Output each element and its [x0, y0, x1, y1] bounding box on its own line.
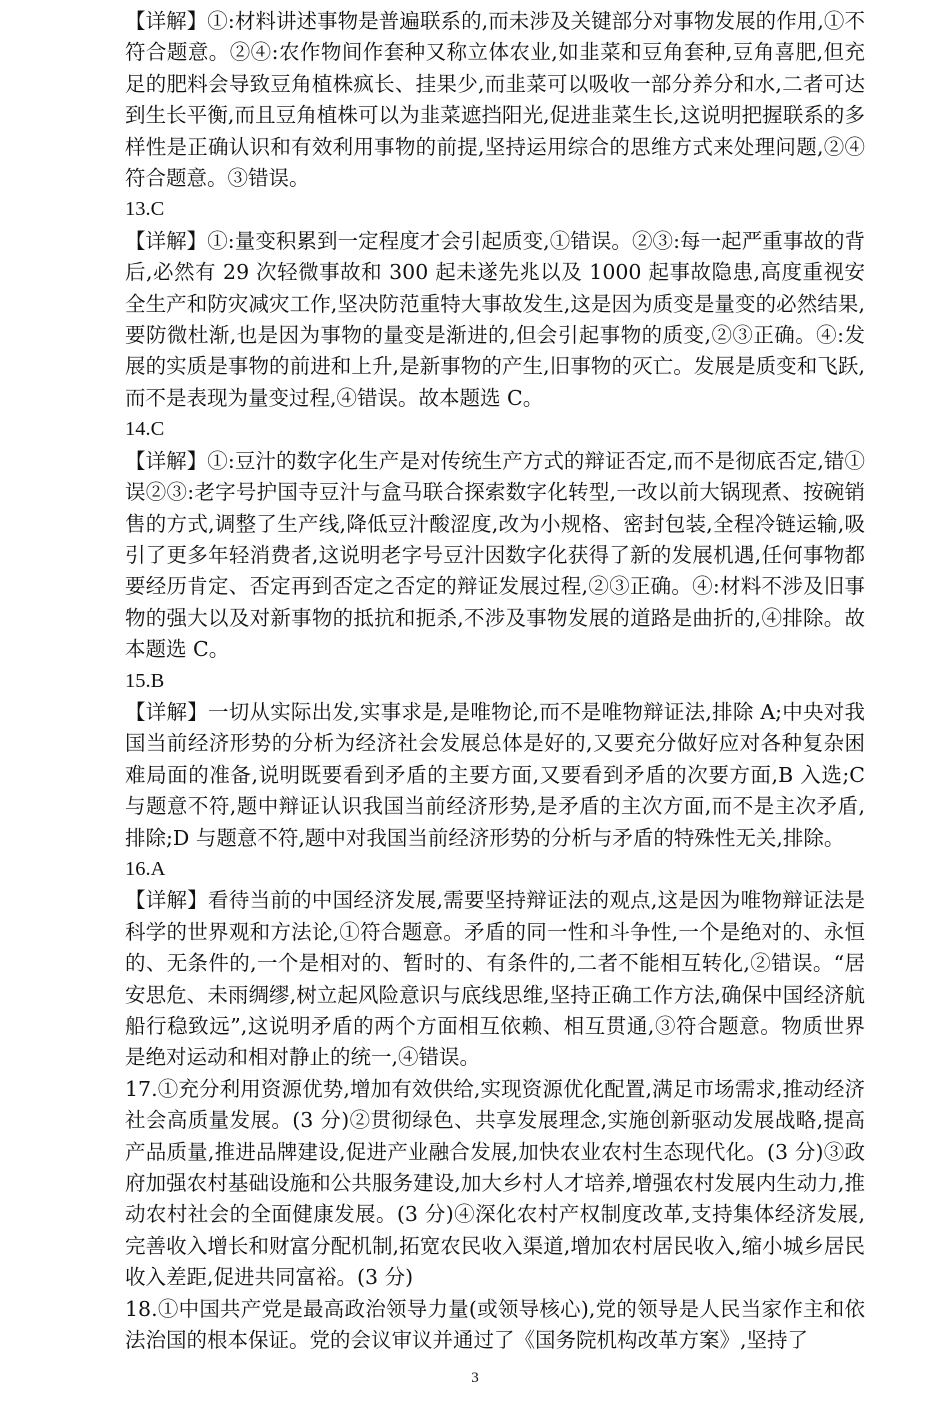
answer-key: 13.C	[125, 198, 165, 221]
answer-key: 15.B	[125, 669, 165, 692]
document-body	[125, 6, 865, 1356]
explanation-paragraph: 【详解】①:豆汁的数字化生产是对传统生产方式的辩证否定,而不是彻底否定,错①误②③:老字号护国寺豆汁与盒马联合探索数字化转型,一改以前大锅现煮、按碗销售的方式,调整了生产线,降低豆汁酸涩度,改为小规格、密封包装,全程冷链运输,吸引了更多年轻消费者,这说明老字号豆汁因数字化获得了新的发展机遇,任何事物都要经历肯定、否定再到否定之否定的辩证发展过程,②③正确。④:材料不涉及旧事物的强大以及对新事物的抵抗和扼杀,不涉及事物发展的道路是曲折的,④排除。故本题选 C。	[125, 448, 865, 662]
explanation-paragraph: 17.①充分利用资源优势,增加有效供给,实现资源优化配置,满足市场需求,推动经济社会高质量发展。(3 分)②贯彻绿色、共享发展理念,实施创新驱动发展战略,提高产品质量,推进品牌建设,促进产业融合发展,加快农业农村生态现代化。(3 分)③政府加强农村基础设施和公共服务建设,加大乡村人才培养,增强农村发展内生动力,推动农村社会的全面健康发展。(3 分)④深化农村产权制度改革,支持集体经济发展,完善收入增长和财富分配机制,拓宽农民收入渠道,增加农村居民收入,缩小城乡居民收入差距,促进共同富裕。(3 分)	[125, 1076, 865, 1290]
explanation-paragraph: 18.①中国共产党是最高政治领导力量(或领导核心),党的领导是人民当家作主和依法治国的根本保证。党的会议审议并通过了《国务院机构改革方案》,坚持了	[125, 1296, 865, 1353]
answer-key: 16.A	[125, 857, 166, 880]
explanation-paragraph: 【详解】①:材料讲述事物是普遍联系的,而未涉及关键部分对事物发展的作用,①不符合题意。②④:农作物间作套种又称立体农业,如韭菜和豆角套种,豆角喜肥,但充足的肥料会导致豆角植株疯长、挂果少,而韭菜可以吸收一部分养分和水,二者可达到生长平衡,而且豆角植株可以为韭菜遮挡阳光,促进韭菜生长,这说明把握联系的多样性是正确认识和有效利用事物的前提,坚持运用综合的思维方式来处理问题,②④符合题意。③错误。	[125, 9, 865, 191]
explanation-paragraph: 【详解】一切从实际出发,实事求是,是唯物论,而不是唯物辩证法,排除 A;中央对我国当前经济形势的分析为经济社会发展总体是好的,又要充分做好应对各种复杂困难局面的准备,说明既要看到矛盾的主要方面,又要看到矛盾的次要方面,B 入选;C 与题意不符,题中辩证认识我国当前经济形势,是矛盾的主次方面,而不是主次矛盾,排除;D 与题意不符,题中对我国当前经济形势的分析与矛盾的特殊性无关,排除。	[125, 699, 865, 850]
explanation-paragraph: 【详解】①:量变积累到一定程度才会引起质变,①错误。②③:每一起严重事故的背后,必然有 29 次轻微事故和 300 起未遂先兆以及 1000 起事故隐患,高度重视安全生产和防灾减灾工作,坚决防范重特大事故发生,这是因为质变是量变的必然结果,要防微杜渐,也是因为事物的量变是渐进的,但会引起事物的质变,②③正确。④:发展的实质是事物的前进和上升,是新事物的产生,旧事物的灭亡。发展是质变和飞跃,而不是表现为量变过程,④错误。故本题选 C。	[125, 228, 865, 410]
answer-key: 14.C	[125, 418, 165, 441]
page-number: 3	[471, 1370, 479, 1386]
explanation-paragraph: 【详解】看待当前的中国经济发展,需要坚持辩证法的观点,这是因为唯物辩证法是科学的世界观和方法论,①符合题意。矛盾的同一性和斗争性,一个是绝对的、永恒的、无条件的,一个是相对的、暂时的、有条件的,二者不能相互转化,②错误。“居安思危、未雨绸缪,树立起风险意识与底线思维,坚持正确工作方法,确保中国经济航船行稳致远”,这说明矛盾的两个方面相互依赖、相互贯通,③符合题意。物质世界是绝对运动和相对静止的统一,④错误。	[125, 888, 865, 1070]
